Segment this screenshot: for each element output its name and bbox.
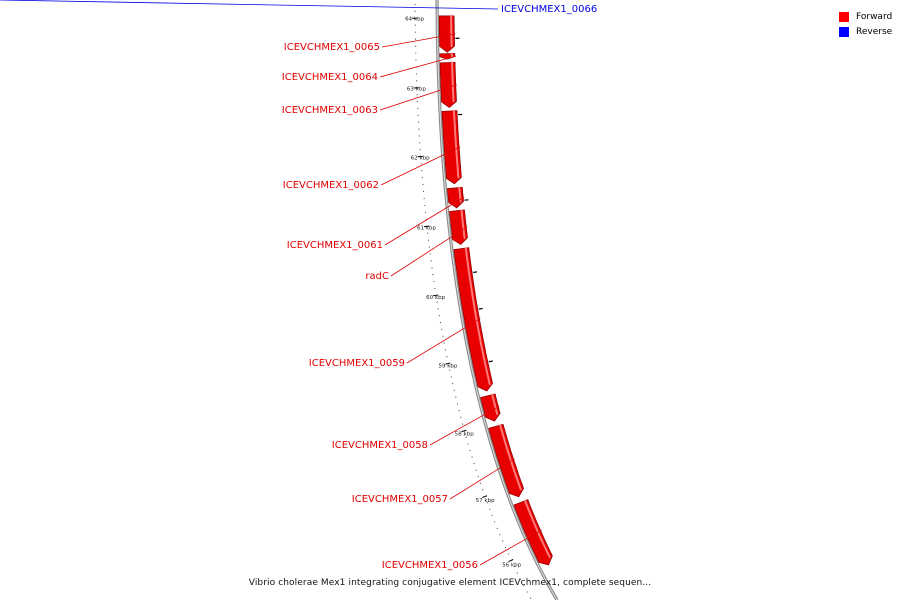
minor-tick (425, 212, 426, 213)
gene-label[interactable]: ICEVCHMEX1_0059 (308, 358, 405, 369)
inner-tick (479, 308, 483, 309)
minor-tick (499, 534, 500, 535)
minor-tick (476, 470, 477, 471)
legend (839, 9, 892, 39)
minor-tick (420, 149, 421, 150)
minor-tick (478, 476, 479, 477)
legend-swatch-reverse (839, 27, 849, 37)
minor-tick (424, 198, 425, 199)
minor-tick (497, 528, 498, 529)
minor-tick (439, 315, 440, 316)
gene-label[interactable]: ICEVCHMEX1_0066 (501, 4, 598, 15)
legend-item-reverse (839, 24, 892, 39)
minor-tick (422, 184, 423, 185)
tick-label: 59 kbp (438, 363, 458, 370)
minor-tick (451, 376, 452, 377)
minor-tick (431, 260, 432, 261)
minor-tick (494, 521, 495, 522)
minor-tick (440, 322, 441, 323)
minor-tick (471, 456, 472, 457)
minor-tick (419, 135, 420, 136)
minor-tick (462, 423, 463, 424)
minor-tick (441, 329, 442, 330)
minor-tick (418, 122, 419, 123)
map-caption: Vibrio cholerae Mex1 integrating conjugative element ICEVchmex1, complete sequen... (248, 578, 652, 588)
gene-label[interactable]: ICEVCHMEX1_0057 (351, 494, 448, 505)
minor-tick (428, 240, 429, 241)
minor-tick (492, 515, 493, 516)
minor-tick (455, 397, 456, 398)
minor-tick (417, 101, 418, 102)
minor-tick (422, 177, 423, 178)
gene-label[interactable]: ICEVCHMEX1_0058 (331, 440, 428, 451)
tick-label: 62 kbp (410, 155, 430, 162)
minor-tick (454, 390, 455, 391)
minor-tick (445, 349, 446, 350)
minor-tick (469, 450, 470, 451)
tick-label: 63 kbp (406, 86, 426, 93)
minor-tick (415, 25, 416, 26)
legend-label-forward: Forward (856, 11, 893, 22)
minor-tick (468, 443, 469, 444)
minor-tick (449, 370, 450, 371)
minor-tick (438, 308, 439, 309)
tick-label: 60 kbp (426, 294, 446, 301)
minor-tick (473, 463, 474, 464)
gene-label[interactable]: ICEVCHMEX1_0056 (381, 560, 478, 571)
minor-tick (414, 4, 415, 5)
minor-tick (417, 94, 418, 95)
minor-tick (415, 52, 416, 53)
tick-label: 64 kbp (405, 16, 425, 23)
minor-tick (430, 253, 431, 254)
legend-label-reverse: Reverse (856, 26, 893, 37)
minor-tick (414, 11, 415, 12)
inner-tick (489, 361, 493, 362)
minor-tick (444, 342, 445, 343)
minor-tick (418, 128, 419, 129)
minor-tick (436, 302, 437, 303)
major-tick (509, 559, 514, 561)
minor-tick (429, 246, 430, 247)
legend-swatch-forward (839, 12, 849, 22)
minor-tick (415, 39, 416, 40)
minor-tick (417, 108, 418, 109)
minor-tick (416, 73, 417, 74)
minor-tick (502, 541, 503, 542)
minor-tick (421, 170, 422, 171)
minor-tick (419, 142, 420, 143)
minor-tick (527, 591, 528, 592)
minor-tick (416, 80, 417, 81)
minor-tick (432, 274, 433, 275)
gene-label[interactable]: ICEVCHMEX1_0061 (286, 240, 383, 251)
minor-tick (480, 483, 481, 484)
minor-tick (505, 547, 506, 548)
minor-tick (482, 489, 483, 490)
gene-label[interactable]: ICEVCHMEX1_0064 (281, 72, 378, 83)
minor-tick (431, 267, 432, 268)
minor-tick (421, 163, 422, 164)
minor-tick (452, 383, 453, 384)
tick-label: 56 kbp (502, 562, 522, 569)
gene-label[interactable]: ICEVCHMEX1_0062 (282, 180, 379, 191)
legend-item-forward (839, 9, 892, 24)
minor-tick (508, 553, 509, 554)
gene-label[interactable]: radC (365, 271, 389, 282)
leader-line (0, 0, 498, 9)
minor-tick (415, 59, 416, 60)
minor-tick (427, 233, 428, 234)
gene-label[interactable]: ICEVCHMEX1_0063 (281, 105, 378, 116)
minor-tick (424, 205, 425, 206)
minor-tick (457, 403, 458, 404)
gene-shade (451, 16, 452, 46)
minor-tick (442, 336, 443, 337)
tick-label: 58 kbp (454, 431, 474, 438)
minor-tick (446, 356, 447, 357)
minor-tick (418, 115, 419, 116)
inner-tick (473, 272, 477, 273)
minor-tick (434, 288, 435, 289)
minor-tick (459, 410, 460, 411)
minor-tick (530, 598, 531, 599)
minor-tick (433, 281, 434, 282)
minor-tick (460, 417, 461, 418)
minor-tick (517, 572, 518, 573)
minor-tick (415, 45, 416, 46)
gene-label[interactable]: ICEVCHMEX1_0065 (283, 42, 380, 53)
tick-label: 57 kbp (475, 497, 495, 504)
minor-tick (415, 32, 416, 33)
tick-label: 61 kbp (417, 225, 436, 232)
minor-tick (489, 509, 490, 510)
minor-tick (423, 191, 424, 192)
